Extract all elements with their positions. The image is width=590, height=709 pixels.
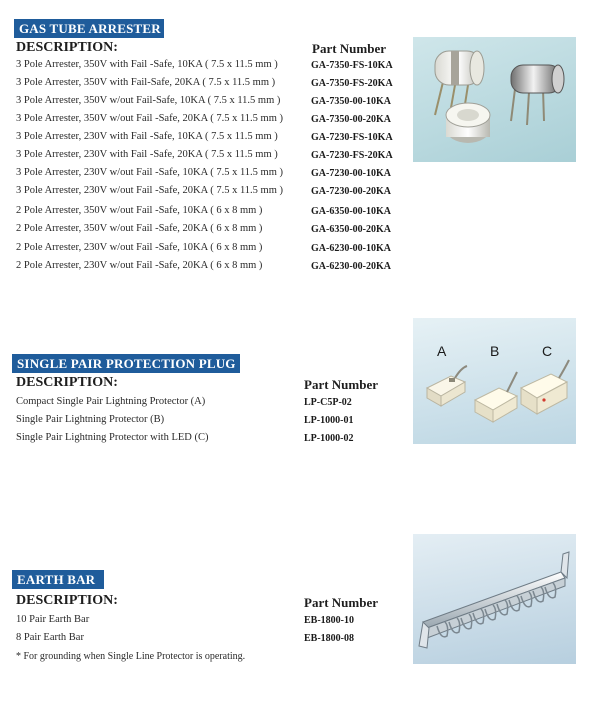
list-item-desc: 2 Pole Arrester, 350V w/out Fail -Safe, 10KA ( 6 x 8 mm ) [16,205,263,216]
list-item-part-number: GA-7350-FS-20KA [311,78,393,89]
earth-bar-image [413,534,576,664]
description-header: DESCRIPTION: [16,593,118,608]
list-item-part-number: GA-7350-00-20KA [311,114,391,125]
list-item-part-number: EB-1800-10 [304,615,354,626]
grounding-note: * For grounding when Single Line Protector is operating. [16,651,246,662]
section-title-earth-bar: EARTH BAR [12,570,104,589]
list-item-desc: 3 Pole Arrester, 350V w/out Fail-Safe, 10KA ( 7.5 x 11.5 mm ) [16,95,281,106]
list-item-part-number: GA-7230-FS-20KA [311,150,393,161]
list-item-part-number: EB-1800-08 [304,633,354,644]
list-item-part-number: LP-1000-01 [304,415,354,426]
gas-tube-arrester-image [413,37,576,162]
list-item-part-number: GA-7230-FS-10KA [311,132,393,143]
list-item-part-number: GA-7350-FS-10KA [311,60,393,71]
photo-label-a: A [437,343,447,359]
description-header: DESCRIPTION: [16,375,118,390]
list-item-desc: 3 Pole Arrester, 230V with Fail -Safe, 10KA ( 7.5 x 11.5 mm ) [16,131,278,142]
protection-plug-product-photo [413,318,576,444]
list-item-desc: 2 Pole Arrester, 230V w/out Fail -Safe, 10KA ( 6 x 8 mm ) [16,242,263,253]
list-item-desc: Compact Single Pair Lightning Protector (A) [16,396,206,407]
protection-plug-image [413,318,576,444]
section-title-gas-tube: GAS TUBE ARRESTER [14,19,164,38]
list-item-part-number: GA-6230-00-10KA [311,243,391,254]
list-item-part-number: GA-7230-00-20KA [311,186,391,197]
photo-label-b: B [490,343,500,359]
list-item-desc: 2 Pole Arrester, 350V w/out Fail -Safe, 20KA ( 6 x 8 mm ) [16,223,263,234]
part-number-header: Part Number [304,595,379,610]
list-item-part-number: LP-C5P-02 [304,397,352,408]
list-item-part-number: GA-6350-00-10KA [311,206,391,217]
list-item-desc: Single Pair Lightning Protector (B) [16,414,165,425]
list-item-desc: 3 Pole Arrester, 230V w/out Fail -Safe, 20KA ( 7.5 x 11.5 mm ) [16,185,284,196]
list-item-desc: 2 Pole Arrester, 230V w/out Fail -Safe, 20KA ( 6 x 8 mm ) [16,260,263,271]
description-header: DESCRIPTION: [16,40,118,55]
list-item-part-number: GA-7230-00-10KA [311,168,391,179]
list-item-desc: Single Pair Lightning Protector with LED (C) [16,432,209,443]
photo-label-c: C [542,343,553,359]
list-item-part-number: GA-6230-00-20KA [311,261,391,272]
list-item-desc: 3 Pole Arrester, 350V with Fail -Safe, 10KA ( 7.5 x 11.5 mm ) [16,59,278,70]
list-item-desc: 8 Pair Earth Bar [16,632,84,643]
list-item-desc: 3 Pole Arrester, 350V with Fail-Safe, 20KA ( 7.5 x 11.5 mm ) [16,77,276,88]
section-title-protection-plug: SINGLE PAIR PROTECTION PLUG [12,354,240,373]
list-item-desc: 3 Pole Arrester, 230V w/out Fail -Safe, 10KA ( 7.5 x 11.5 mm ) [16,167,284,178]
part-number-header: Part Number [312,41,387,56]
list-item-desc: 10 Pair Earth Bar [16,614,90,625]
list-item-part-number: GA-6350-00-20KA [311,224,391,235]
list-item-desc: 3 Pole Arrester, 230V with Fail -Safe, 20KA ( 7.5 x 11.5 mm ) [16,149,278,160]
list-item-part-number: GA-7350-00-10KA [311,96,391,107]
earth-bar-product-photo [413,534,576,664]
part-number-header: Part Number [304,377,379,392]
gas-tube-product-photo [413,37,576,162]
list-item-desc: 3 Pole Arrester, 350V w/out Fail -Safe, 20KA ( 7.5 x 11.5 mm ) [16,113,284,124]
list-item-part-number: LP-1000-02 [304,433,354,444]
